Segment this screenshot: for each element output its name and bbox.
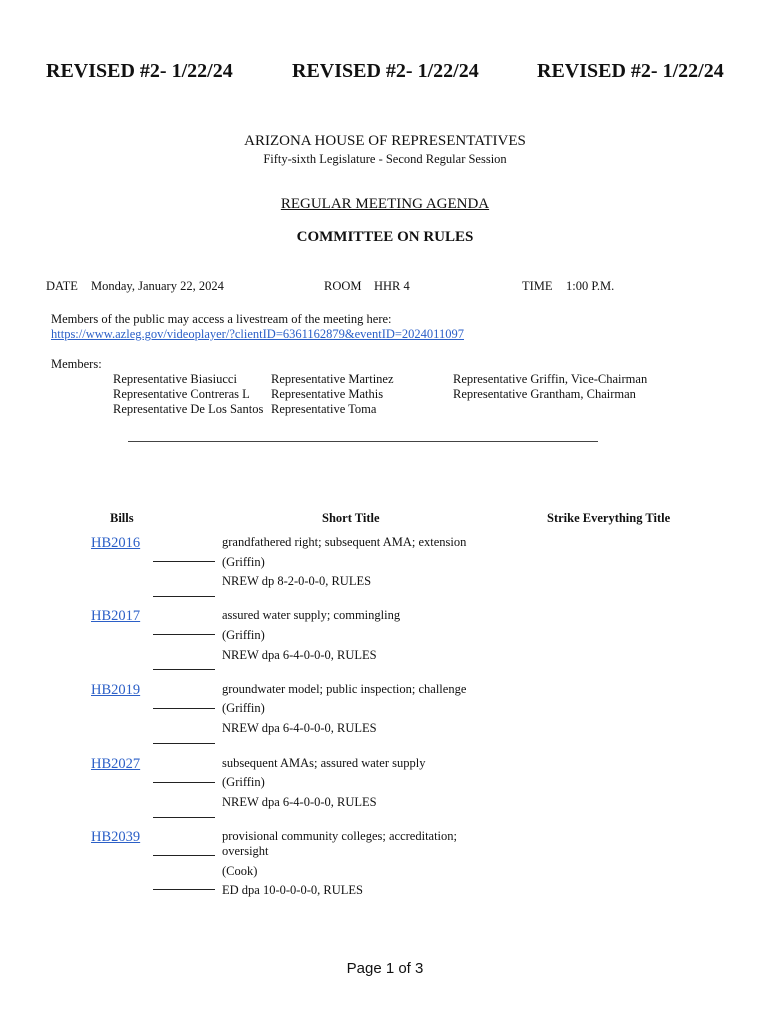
bill-sponsor: (Cook) xyxy=(222,864,258,878)
bill-sponsor: (Griffin) xyxy=(222,775,265,789)
bill-committee-action: ED dpa 10-0-0-0-0, RULES xyxy=(222,883,363,897)
legislature-subtitle: Fifty-sixth Legislature - Second Regular Session xyxy=(263,152,507,166)
signature-rule xyxy=(153,817,215,818)
committee-title: COMMITTEE ON RULES xyxy=(296,229,474,245)
room-label: ROOM xyxy=(324,279,362,293)
time-value: 1:00 P.M. xyxy=(566,279,615,293)
bill-committee-action: NREW dpa 6-4-0-0-0, RULES xyxy=(222,648,377,662)
member-name: Representative Biasiucci xyxy=(113,372,237,386)
time-label: TIME xyxy=(522,279,553,293)
signature-rule xyxy=(153,855,215,856)
members-label: Members: xyxy=(51,357,102,371)
page-number: Page 1 of 3 xyxy=(346,960,424,977)
bill-link-hb2039[interactable]: HB2039 xyxy=(91,829,141,845)
signature-rule xyxy=(153,561,215,562)
member-name: Representative Contreras L xyxy=(113,387,250,401)
bill-sponsor: (Griffin) xyxy=(222,555,265,569)
member-name: Representative Grantham, Chairman xyxy=(453,387,636,401)
bill-short-title: grandfathered right; subsequent AMA; extension xyxy=(222,535,467,549)
member-name: Representative De Los Santos xyxy=(113,402,264,416)
bill-short-title: subsequent AMAs; assured water supply xyxy=(222,756,426,770)
signature-rule xyxy=(153,669,215,670)
bill-link-hb2027[interactable]: HB2027 xyxy=(91,756,141,772)
revised-header-center: REVISED #2- 1/22/24 xyxy=(292,60,479,82)
bill-link-hb2017[interactable]: HB2017 xyxy=(91,608,141,624)
bill-link-hb2016[interactable]: HB2016 xyxy=(91,535,141,551)
bill-short-title: groundwater model; public inspection; challenge xyxy=(222,682,467,696)
date-label: DATE xyxy=(46,279,78,293)
date-value: Monday, January 22, 2024 xyxy=(91,279,224,293)
livestream-notice: Members of the public may access a livestream of the meeting here: xyxy=(51,312,392,326)
revised-header-right: REVISED #2- 1/22/24 xyxy=(537,60,724,82)
signature-rule xyxy=(153,596,215,597)
revised-header-left: REVISED #2- 1/22/24 xyxy=(46,60,233,82)
signature-rule xyxy=(153,708,215,709)
house-title: ARIZONA HOUSE OF REPRESENTATIVES xyxy=(244,133,526,149)
bill-committee-action: NREW dpa 6-4-0-0-0, RULES xyxy=(222,721,377,735)
strike-everything-column-header: Strike Everything Title xyxy=(547,511,671,525)
member-name: Representative Martinez xyxy=(271,372,394,386)
signature-rule xyxy=(153,889,215,890)
bill-short-title-continued: oversight xyxy=(222,844,269,858)
signature-rule xyxy=(153,743,215,744)
bill-link-hb2019[interactable]: HB2019 xyxy=(91,682,141,698)
short-title-column-header: Short Title xyxy=(322,511,380,525)
section-divider xyxy=(128,441,598,442)
room-value: HHR 4 xyxy=(374,279,410,293)
agenda-title: REGULAR MEETING AGENDA xyxy=(280,196,490,212)
bill-short-title: assured water supply; commingling xyxy=(222,608,401,622)
bill-sponsor: (Griffin) xyxy=(222,628,265,642)
signature-rule xyxy=(153,634,215,635)
member-name: Representative Griffin, Vice-Chairman xyxy=(453,372,648,386)
bill-short-title: provisional community colleges; accreditation; xyxy=(222,829,458,843)
member-name: Representative Toma xyxy=(271,402,377,416)
bill-committee-action: NREW dp 8-2-0-0-0, RULES xyxy=(222,574,372,588)
bills-column-header: Bills xyxy=(110,511,134,525)
bill-committee-action: NREW dpa 6-4-0-0-0, RULES xyxy=(222,795,377,809)
bill-sponsor: (Griffin) xyxy=(222,701,265,715)
signature-rule xyxy=(153,782,215,783)
livestream-link[interactable]: https://www.azleg.gov/videoplayer/?clientID=6361162879&eventID=2024011097 xyxy=(51,327,464,341)
member-name: Representative Mathis xyxy=(271,387,384,401)
